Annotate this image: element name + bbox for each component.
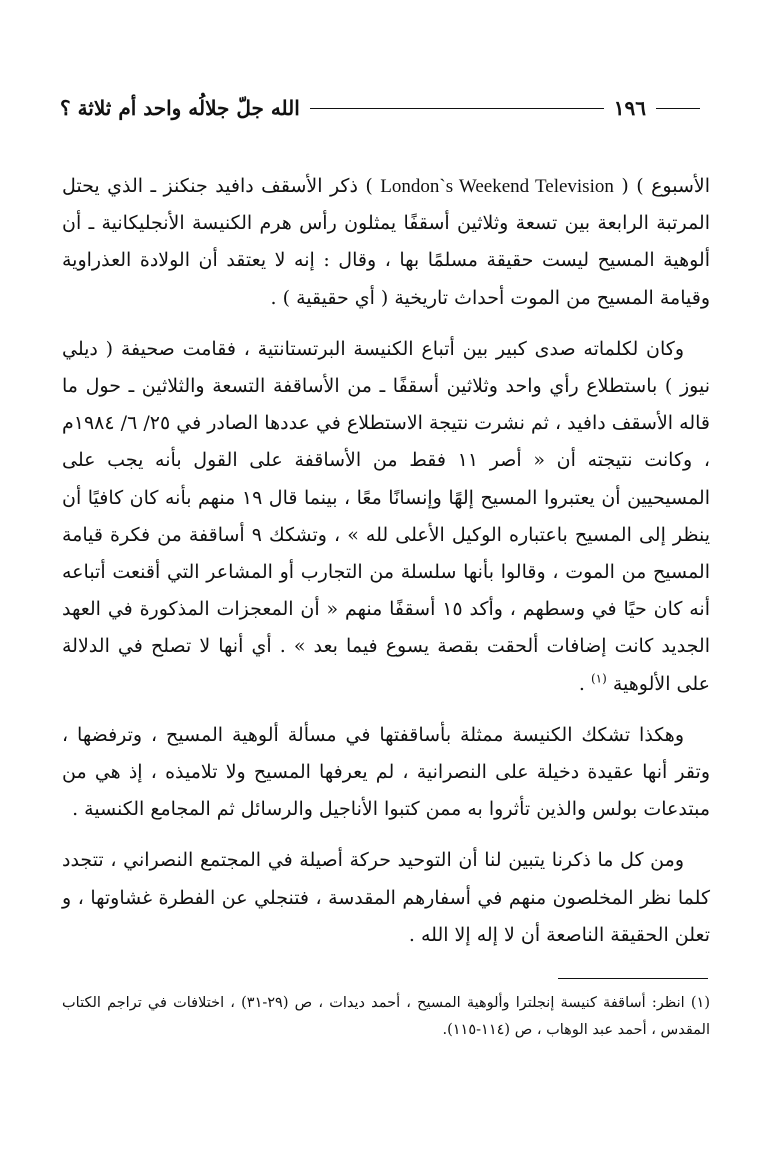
paragraph-3-text: وهكذا تشكك الكنيسة ممثلة بأساقفتها في مسألة ألوهية المسيح ، وترفضها ، وتقر أنها عقيدة دخيلة على النصرانية ، لم يعرفها المسيح ولا تلاميذه ، إذ هي من مبتدعات بولس والذين تأثروا به ممن كتبوا الأناجيل والرسائل ثم المجامع الكنسية . <box>62 723 710 821</box>
footnotes <box>62 990 710 1044</box>
paragraph-2 <box>62 331 710 703</box>
footnote-1: (١) انظر: أساقفة كنيسة إنجلترا وألوهية المسيح ، أحمد ديدات ، ص (٢٩-٣١) ، اختلافات في تراجم الكتاب المقدس ، أحمد عبد الوهاب ، ص (١١٤-١١٥). <box>62 995 710 1038</box>
paragraph-1-after: ) ذكر الأسقف دافيد جنكنز ـ الذي يحتل المرتبة الرابعة بين تسعة وثلاثين أسقفًا يمثلون رأس هرم الكنيسة الأنجليكانية ـ أن ألوهية المسيح ليست حقيقة مسلمًا بها ، وقال : إنه لا يعتقد أن الولادة العذراوية وقيامة المسيح من الموت أحداث تاريخية ( أي حقيقية ) . <box>62 175 710 309</box>
running-title: الله جلّ جلالُه واحد أم ثلاثة ؟ <box>60 96 300 120</box>
paragraph-4-text: ومن كل ما ذكرنا يتبين لنا أن التوحيد حركة أصيلة في المجتمع النصراني ، تتجدد كلما نظر المخلصون منهم في أسفارهم المقدسة ، فتنجلي عن الفطرة غشاوتها ، و تعلن الحقيقة الناصعة أن لا إله إلا الله . <box>62 849 710 946</box>
header-rule <box>310 108 604 109</box>
paragraph-1-before: الأسبوع ) ( <box>613 175 710 197</box>
main-text <box>62 168 710 954</box>
footnote-marker: (١) <box>590 671 607 686</box>
paragraph-2-end: . <box>578 672 591 695</box>
paragraph-4 <box>62 842 710 954</box>
running-header <box>60 96 700 120</box>
paragraph-1 <box>62 168 710 317</box>
paragraph-3 <box>62 717 710 829</box>
footnote-separator <box>558 978 708 979</box>
header-dash <box>656 108 700 109</box>
paragraph-2-text: وكان لكلماته صدى كبير بين أتباع الكنيسة البرتستانتية ، فقامت صحيفة ( ديلي نيوز ) باستطلاع رأي واحد وثلاثين أسقفًا ـ من الأساقفة التسعة والثلاثين ـ حول ما قاله الأسقف دافيد ، ثم نشرت نتيجة الاستطلاع في عددها الصادر في ٢٥/ ٦/ ١٩٨٤م ، وكانت نتيجته أن « أصر ١١ فقط من الأساقفة على القول بأنه يجب على المسيحيين أن يعتبروا المسيح إلهًا وإنسانًا معًا ، بينما قال ١٩ منهم بأنه كان كافيًا أن ينظر إلى المسيح باعتباره الوكيل الأعلى لله » ، وتشكك ٩ أساقفة من فكرة قيامة المسيح من الموت ، وقالوا بأنها سلسلة من التجارب أو المشاعر التي أقنعت أتباعه أنه كان حيًا في وسطهم ، وأكد ١٥ أسقفًا منهم « أن المعجزات المذكورة في العهد الجديد كانت إضافات ألحقت بقصة يسوع فيما بعد » . أي أنها لا تصلح في الدلالة على الألوهية <box>62 337 711 695</box>
tv-program-name: London`s Weekend Television <box>380 176 614 197</box>
page-number: ١٩٦ <box>613 96 646 120</box>
